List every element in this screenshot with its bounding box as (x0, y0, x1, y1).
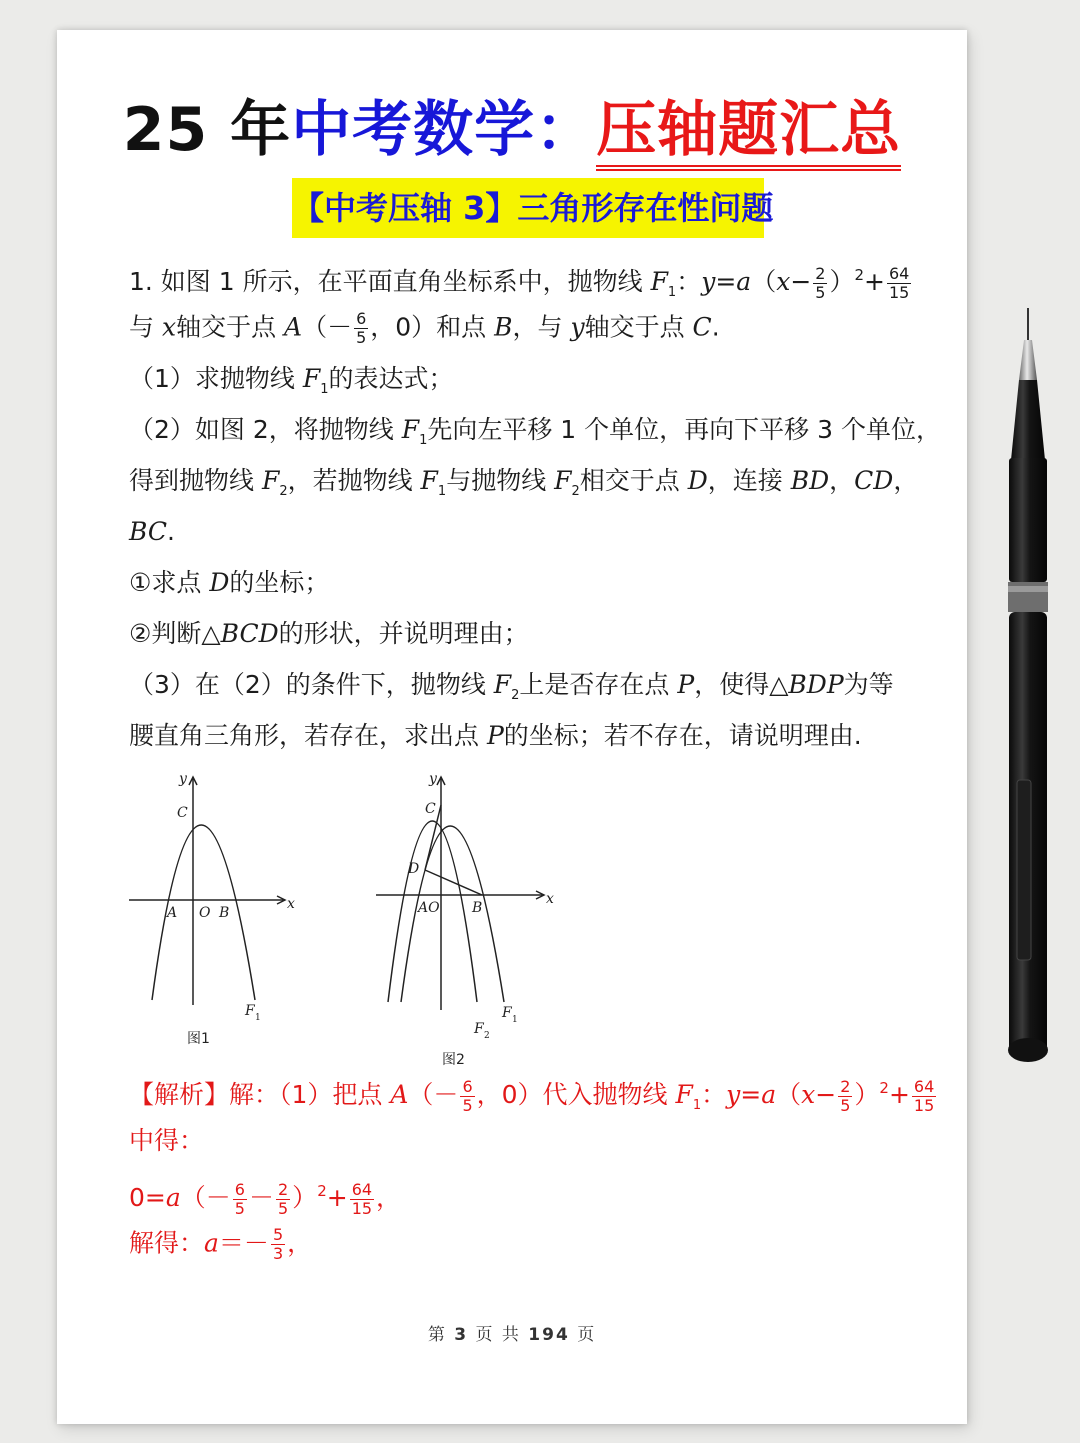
fraction-6-5 (233, 1181, 247, 1218)
fraction-64-15 (912, 1078, 936, 1115)
var-x: x (161, 312, 177, 342)
segment-BD: BD (790, 466, 830, 495)
point-D: D (209, 568, 230, 597)
subscript: 2 (571, 484, 580, 499)
equals: = (740, 1080, 762, 1109)
figure-1 (127, 765, 307, 1050)
label-F2: F (474, 1021, 484, 1037)
label-A: A (167, 905, 178, 921)
var-F: F (650, 267, 668, 296)
footer-text: 页 共 (475, 1325, 521, 1345)
total-pages: 194 (528, 1325, 570, 1345)
equals: = (144, 1183, 166, 1212)
numerator: 64 (351, 1179, 373, 1199)
denominator: 15 (888, 282, 910, 302)
point-D: D (687, 466, 708, 495)
label-y: y (429, 771, 437, 787)
point-P: P (486, 721, 504, 750)
minus: − (790, 267, 812, 296)
label-x: x (287, 896, 295, 912)
var-F: F (420, 466, 438, 495)
text: 1. 如图 1 所示，在平面直角坐标系中，抛物线 (129, 267, 651, 296)
triangle-BDP: BDP (788, 670, 844, 699)
equals: = (715, 267, 737, 296)
figure-1-caption: 图1 (187, 1031, 210, 1047)
text: （2）如图 2，将抛物线 (129, 415, 402, 444)
text: 为等 (843, 670, 894, 699)
question-3-line-2 (129, 719, 862, 753)
point-P: P (677, 670, 695, 699)
text: （1）求抛物线 (129, 364, 303, 393)
label-y: y (179, 771, 187, 787)
label-O: O (199, 905, 211, 921)
var-a: a (736, 267, 752, 296)
denominator: 5 (234, 1198, 245, 1218)
text: 解得： (129, 1228, 205, 1258)
var-y: y (726, 1080, 741, 1109)
question-2-line-3 (129, 515, 175, 549)
text: 的坐标；若不存在，请说明理由. (503, 721, 862, 750)
text: 得到抛物线 (129, 466, 262, 495)
point-C: C (692, 312, 712, 342)
solution-line-1 (129, 1071, 938, 1123)
pencil-icon (995, 300, 1065, 1070)
var-F: F (493, 670, 512, 699)
label-F1: F (502, 1005, 512, 1021)
label-C: C (177, 805, 188, 821)
var-F: F (261, 466, 280, 495)
point-B: B (494, 312, 513, 342)
page-footer (57, 1320, 967, 1345)
fraction-2-5 (838, 1078, 852, 1115)
var-y: y (570, 312, 585, 342)
text: 轴交于点 (584, 312, 693, 342)
figure-2 (374, 765, 564, 1070)
text: （－ (180, 1183, 231, 1212)
denominator: 5 (840, 1095, 851, 1115)
denominator: 5 (277, 1198, 289, 1218)
denominator: 15 (351, 1198, 373, 1218)
text: 与抛物线 (446, 466, 555, 495)
fraction-6-5 (460, 1078, 474, 1115)
denominator: 5 (356, 328, 367, 347)
period: . (166, 517, 175, 546)
text: （－ (408, 1080, 459, 1109)
text: ，连接 (707, 466, 791, 495)
title-topic: 压轴题汇总 (596, 95, 901, 171)
text: 的表达式； (328, 364, 454, 393)
solution-line-2: 中得： (129, 1126, 205, 1155)
text: ，0）和点 (370, 312, 495, 342)
numerator: 64 (888, 263, 910, 283)
numerator: 2 (277, 1179, 289, 1199)
text: ＝－ (218, 1228, 269, 1258)
label-B: B (472, 900, 483, 916)
exponent: 2 (317, 1182, 327, 1200)
subscript: 1 (692, 1098, 702, 1113)
text: 腰直角三角形，若存在，求出点 (129, 721, 487, 750)
parabola-F1 (401, 826, 504, 1002)
text: ： (701, 1080, 727, 1109)
question-3-line-1 (129, 668, 894, 713)
comma: ， (287, 1228, 313, 1258)
fraction-2-5 (813, 265, 827, 302)
fraction-6-5 (354, 310, 368, 347)
text: （3）在（2）的条件下，抛物线 (129, 670, 494, 699)
text: ： (676, 267, 702, 296)
question-2-part-ii (129, 617, 529, 651)
point-A: A (390, 1080, 409, 1109)
numerator: 5 (272, 1225, 284, 1244)
section-subtitle: 【中考压轴 3】三角形存在性问题 (292, 178, 764, 238)
var-x: x (801, 1080, 816, 1109)
segment-CD: CD (854, 466, 894, 495)
denominator: 5 (462, 1095, 473, 1115)
label-F: F (245, 1003, 255, 1019)
solution-line-3 (129, 1174, 401, 1218)
segment-BC: BC (129, 517, 167, 546)
var-a: a (761, 1080, 777, 1109)
plus: + (326, 1183, 348, 1212)
subscript: 2 (279, 484, 288, 499)
text: ，与 (512, 312, 571, 342)
subscript: 1 (667, 285, 677, 300)
label-B: B (219, 905, 230, 921)
text: ，若抛物线 (287, 466, 421, 495)
paren: ） (854, 1080, 880, 1109)
var-F: F (401, 415, 420, 444)
var-F: F (675, 1080, 693, 1109)
denominator: 5 (815, 282, 826, 302)
footer-text: 第 (427, 1325, 447, 1345)
var-F: F (302, 364, 321, 393)
text: ，使得△ (694, 670, 789, 699)
var-x: x (776, 267, 791, 296)
problem-line-2 (129, 310, 720, 347)
label-D: D (408, 861, 420, 877)
subscript: 1 (437, 484, 447, 499)
label-F1-sub: 1 (512, 1015, 518, 1025)
var-y: y (701, 267, 716, 296)
question-2-line-2 (129, 464, 918, 509)
subscript: 2 (511, 688, 520, 703)
footer-text: 页 (577, 1325, 597, 1345)
solution-line-4 (129, 1226, 312, 1263)
text: 先向左平移 1 个单位，再向下平移 3 个单位， (427, 415, 941, 444)
label-F2-sub: 2 (484, 1031, 490, 1041)
paren: （ (751, 267, 777, 296)
minus: − (815, 1080, 837, 1109)
period: . (711, 312, 720, 342)
document-page (57, 30, 967, 1424)
fraction-2-5 (276, 1181, 290, 1218)
plus: + (888, 1080, 910, 1109)
question-2-part-i (129, 566, 329, 600)
title-year: 25 年 (122, 95, 292, 165)
fraction-64-15 (350, 1181, 374, 1218)
subscript: 1 (419, 433, 428, 448)
title-subject: 中考数学： (291, 95, 597, 165)
comma: ， (893, 466, 919, 495)
segment-BD (425, 870, 482, 895)
point-A: A (284, 312, 303, 342)
text: ②判断△ (129, 619, 221, 648)
question-1 (129, 362, 454, 407)
fraction-64-15 (887, 265, 911, 302)
text: （－ (302, 312, 353, 342)
triangle-BCD: BCD (220, 619, 279, 648)
var-F: F (554, 466, 572, 495)
fraction-5-3 (271, 1226, 285, 1263)
paren: ） (292, 1183, 318, 1212)
text: 上是否存在点 (519, 670, 678, 699)
text: 的坐标； (229, 568, 330, 597)
figure-2-caption: 图2 (442, 1052, 465, 1068)
subscript: 1 (320, 382, 329, 397)
paren: （ (776, 1080, 802, 1109)
text: ，0）代入抛物线 (476, 1080, 676, 1109)
page-number: 3 (454, 1325, 469, 1345)
text: 【解析】解：（1）把点 (129, 1080, 391, 1109)
page-title (57, 92, 967, 168)
exponent: 2 (879, 1079, 889, 1097)
denominator: 15 (913, 1095, 935, 1115)
label-x: x (546, 891, 554, 907)
var-a: a (165, 1183, 181, 1212)
exponent: 2 (854, 266, 865, 284)
problem-line-1 (129, 258, 913, 310)
paren: ） (829, 267, 855, 296)
text: 与 (129, 312, 162, 342)
numerator: 6 (356, 309, 367, 328)
minus: － (248, 1183, 274, 1212)
var-a: a (204, 1228, 219, 1258)
label-C: C (425, 801, 436, 817)
numerator: 6 (234, 1179, 245, 1199)
text: 0 (129, 1183, 145, 1212)
numerator: 6 (462, 1076, 473, 1096)
question-2-line-1 (129, 413, 941, 458)
text: 相交于点 (579, 466, 688, 495)
numerator: 2 (840, 1076, 851, 1096)
numerator: 64 (913, 1076, 935, 1096)
text: 的形状，并说明理由； (278, 619, 529, 648)
denominator: 3 (272, 1244, 284, 1263)
plus: + (864, 267, 885, 296)
text: 轴交于点 (176, 312, 285, 342)
comma: ， (376, 1183, 402, 1212)
numerator: 2 (815, 263, 826, 283)
text: ①求点 (129, 568, 210, 597)
comma: ， (829, 466, 855, 495)
label-F-sub: 1 (255, 1013, 261, 1023)
label-AO: AO (418, 900, 440, 916)
